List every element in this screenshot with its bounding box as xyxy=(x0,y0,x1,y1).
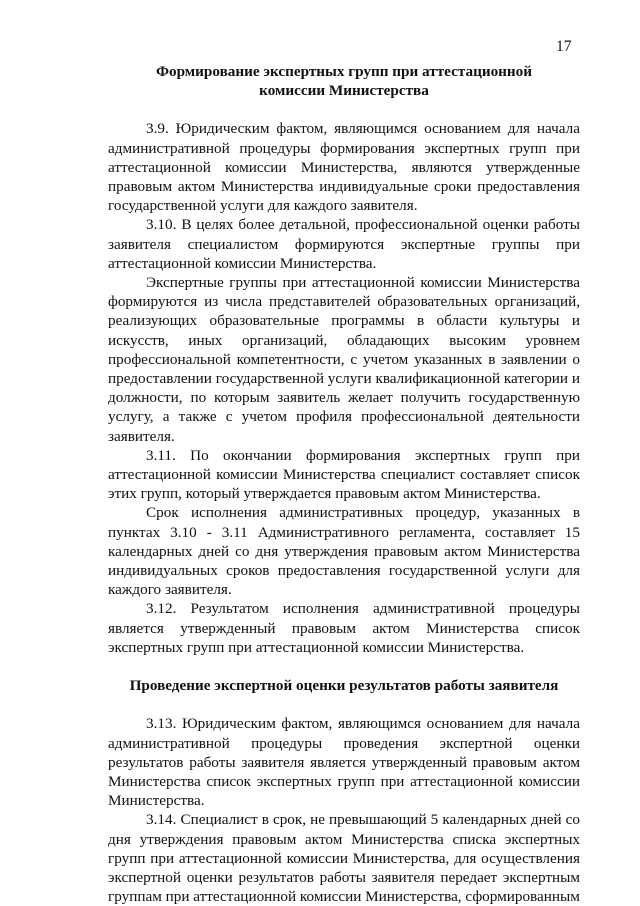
page-number: 17 xyxy=(556,38,572,55)
heading-line-2: комиссии Министерства xyxy=(259,82,429,100)
paragraph-3-14: 3.14. Специалист в срок, не превышающий 5 календарных дней со дня утверждения правовым актом Министерства списка экспертных групп при аттестационной комиссии Министерства, для осуществления экспертной оценки результатов работы заявителя передает экспертным группам при аттестационной комиссии Министерства, сформированным xyxy=(108,811,580,906)
document-body xyxy=(108,62,580,906)
paragraph-expert-groups-composition: Экспертные группы при аттестационной комиссии Министерства формируются из числа представителей образовательных организаций, реализующих образовательные программы в области культуры и искусств, иных организаций, обладающих высоким уровнем профессиональной компетентности, с учетом указанных в заявлении о предоставлении государственной услуги квалификационной категории и должности, по которым заявитель желает получить государственную услугу, а также с учетом профиля профессиональной деятельности заявителя. xyxy=(108,274,580,445)
paragraph-3-11: 3.11. По окончании формирования экспертных групп при аттестационной комиссии Министерства специалист составляет список этих групп, который утверждается правовым актом Министерства. xyxy=(108,446,580,503)
paragraph-3-9: 3.9. Юридическим фактом, являющимся основанием для начала административной процедуры формирования экспертных групп при аттестационной комиссии Министерства, являются утвержденные правовым актом Министерства индивидуальные сроки предоставления государственной услуги для каждого заявителя. xyxy=(108,120,580,215)
heading-line-1: Формирование экспертных групп при аттестационной xyxy=(155,63,533,80)
paragraph-deadline: Срок исполнения административных процедур, указанных в пунктах 3.10 - 3.11 Административного регламента, составляет 15 календарных дней со дня утверждения правовым актом Министерства индивидуальных сроков предоставления государственной услуги для каждого заявителя. xyxy=(108,504,580,599)
paragraph-3-10: 3.10. В целях более детальной, профессиональной оценки работы заявителя специалистом формируются экспертные группы при аттестационной комиссии Министерства. xyxy=(108,216,580,272)
paragraph-3-12: 3.12. Результатом исполнения административной процедуры является утвержденный правовым актом Министерства список экспертных групп при аттестационной комиссии Министерства. xyxy=(108,600,580,656)
paragraph-3-13: 3.13. Юридическим фактом, являющимся основанием для начала административной процедуры проведения экспертной оценки результатов работы заявителя является утвержденный правовым актом Министерства список экспертных групп при аттестационной комиссии Министерства. xyxy=(108,715,580,810)
section-heading-expert-evaluation: Проведение экспертной оценки результатов работы заявителя xyxy=(129,677,559,695)
section-heading-expert-groups xyxy=(108,62,580,100)
